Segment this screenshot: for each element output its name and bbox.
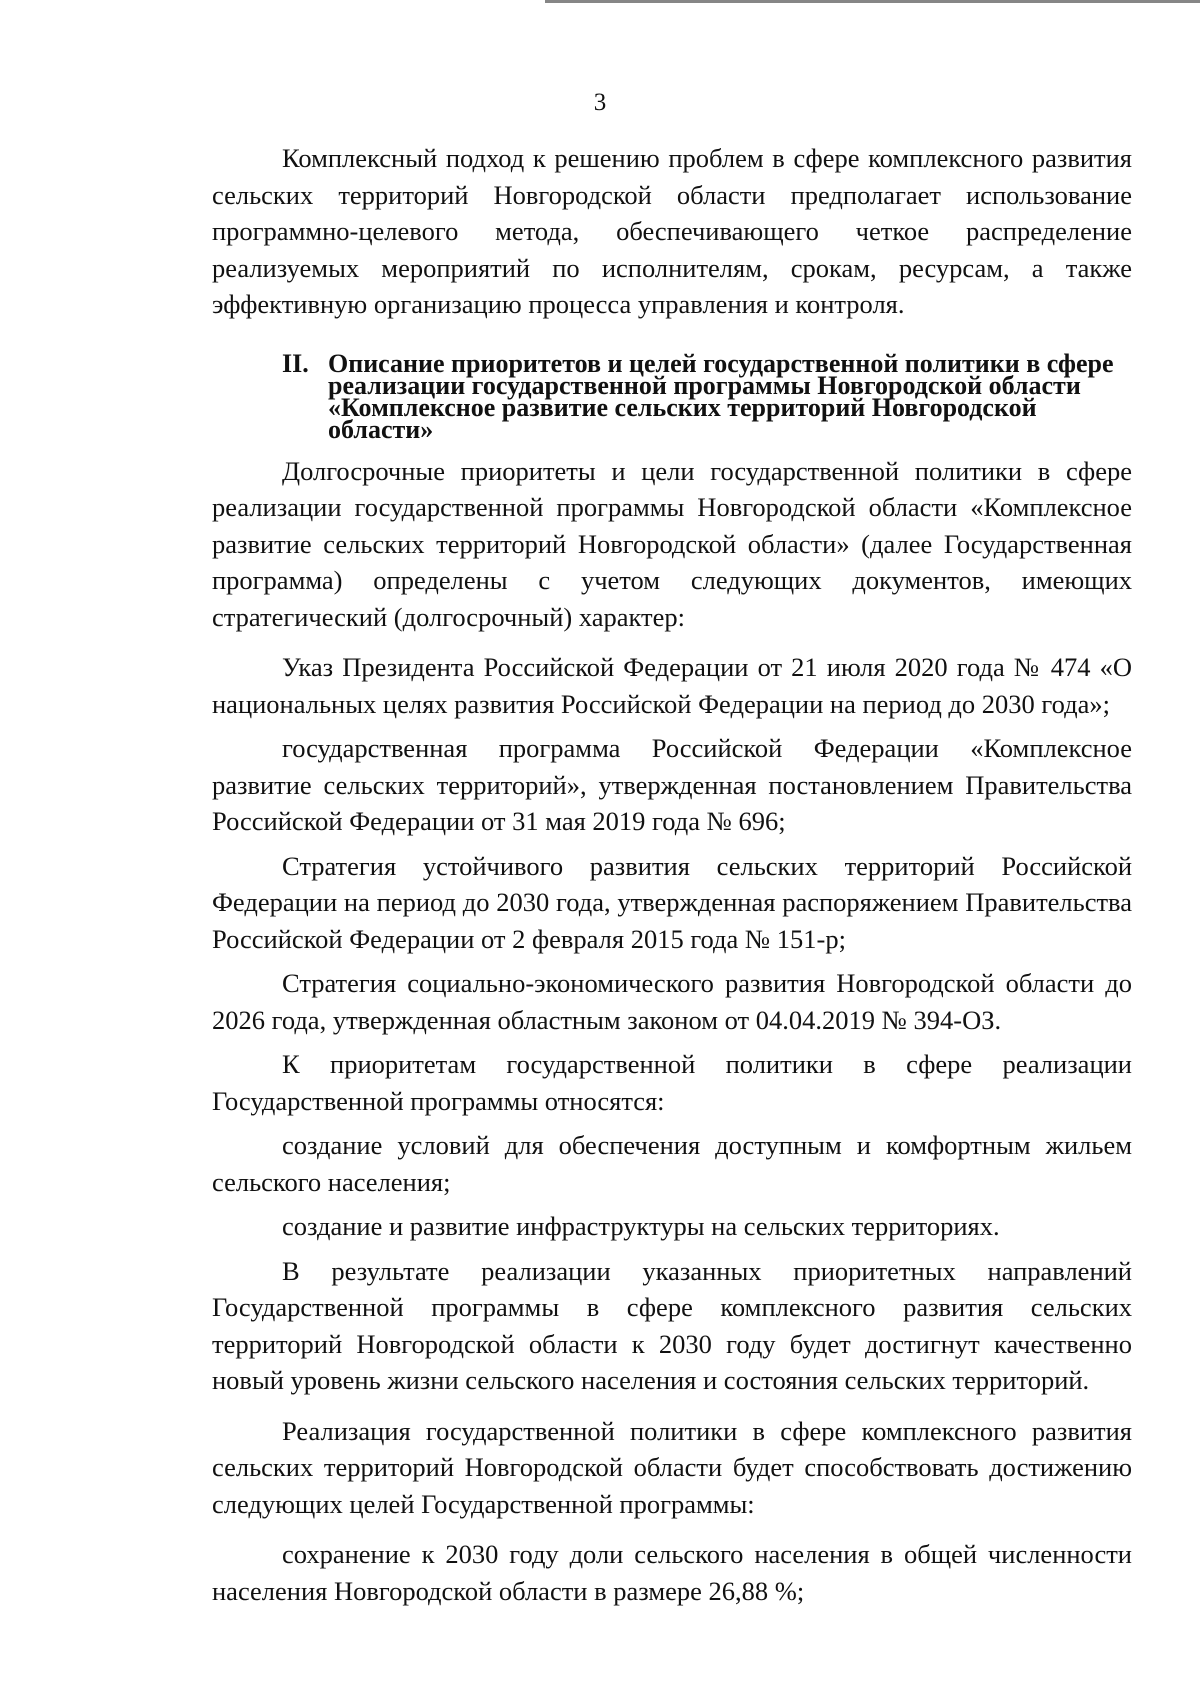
document-body: [212, 140, 1132, 1623]
body-paragraph: В результате реализации указанных приоритетных направлений Государственной программы в сфере комплексного развития сельских территорий Новгородской области к 2030 году будет достигнут качественно новый уровень жизни сельского населения и состояния сельских территорий.: [212, 1255, 1132, 1395]
scan-edge-line: [545, 0, 1200, 3]
body-paragraph: создание и развитие инфраструктуры на сельских территориях.: [282, 1211, 1000, 1241]
body-paragraph: государственная программа Российской Федерации «Комплексное развитие сельских территорий», утвержденная постановлением Правительства Российской Федерации от 31 мая 2019 года № 696;: [212, 733, 1132, 836]
body-paragraph: Указ Президента Российской Федерации от 21 июля 2020 года № 474 «О национальных целях развития Российской Федерации на период до 2030 года»;: [212, 652, 1132, 719]
body-paragraph: К приоритетам государственной политики в сфере реализации Государственной программы относятся:: [212, 1049, 1132, 1116]
intro-paragraph: Комплексный подход к решению проблем в сфере комплексного развития сельских территорий Новгородской области предполагает использование программно-целевого метода, обеспечивающего четкое распределение реализуемых мероприятий по исполнителям, срокам, ресурсам, а также эффективную организацию процесса управления и контроля.: [212, 143, 1132, 319]
body-paragraph: создание условий для обеспечения доступным и комфортным жильем сельского населения;: [212, 1130, 1132, 1197]
page-number: 3: [593, 89, 607, 116]
body-paragraph: сохранение к 2030 году доли сельского населения в общей численности населения Новгородской области в размере 26,88 %;: [212, 1539, 1132, 1606]
body-paragraph: Долгосрочные приоритеты и цели государственной политики в сфере реализации государственной программы Новгородской области «Комплексное развитие сельских территорий Новгородской области» (далее Государственная программа) определены с учетом следующих документов, имеющих стратегический (долгосрочный) характер:: [212, 455, 1132, 632]
section-heading: [282, 348, 1132, 444]
section-number: II.: [282, 348, 309, 378]
section-title: Описание приоритетов и целей государственной политики в сфере реализации государственной программы Новгородской области «Комплексное развитие сельских территорий Новгородской области»: [328, 348, 1114, 444]
body-paragraph: Стратегия социально-экономического развития Новгородской области до 2026 года, утвержденная областным законом от 04.04.2019 № 394-ОЗ.: [212, 968, 1132, 1035]
body-paragraph: Стратегия устойчивого развития сельских территорий Российской Федерации на период до 2030 года, утвержденная распоряжением Правительства Российской Федерации от 2 февраля 2015 года № 151-р;: [212, 850, 1132, 954]
body-paragraph: Реализация государственной политики в сфере комплексного развития сельских территорий Новгородской области будет способствовать достижению следующих целей Государственной программы:: [212, 1415, 1132, 1519]
